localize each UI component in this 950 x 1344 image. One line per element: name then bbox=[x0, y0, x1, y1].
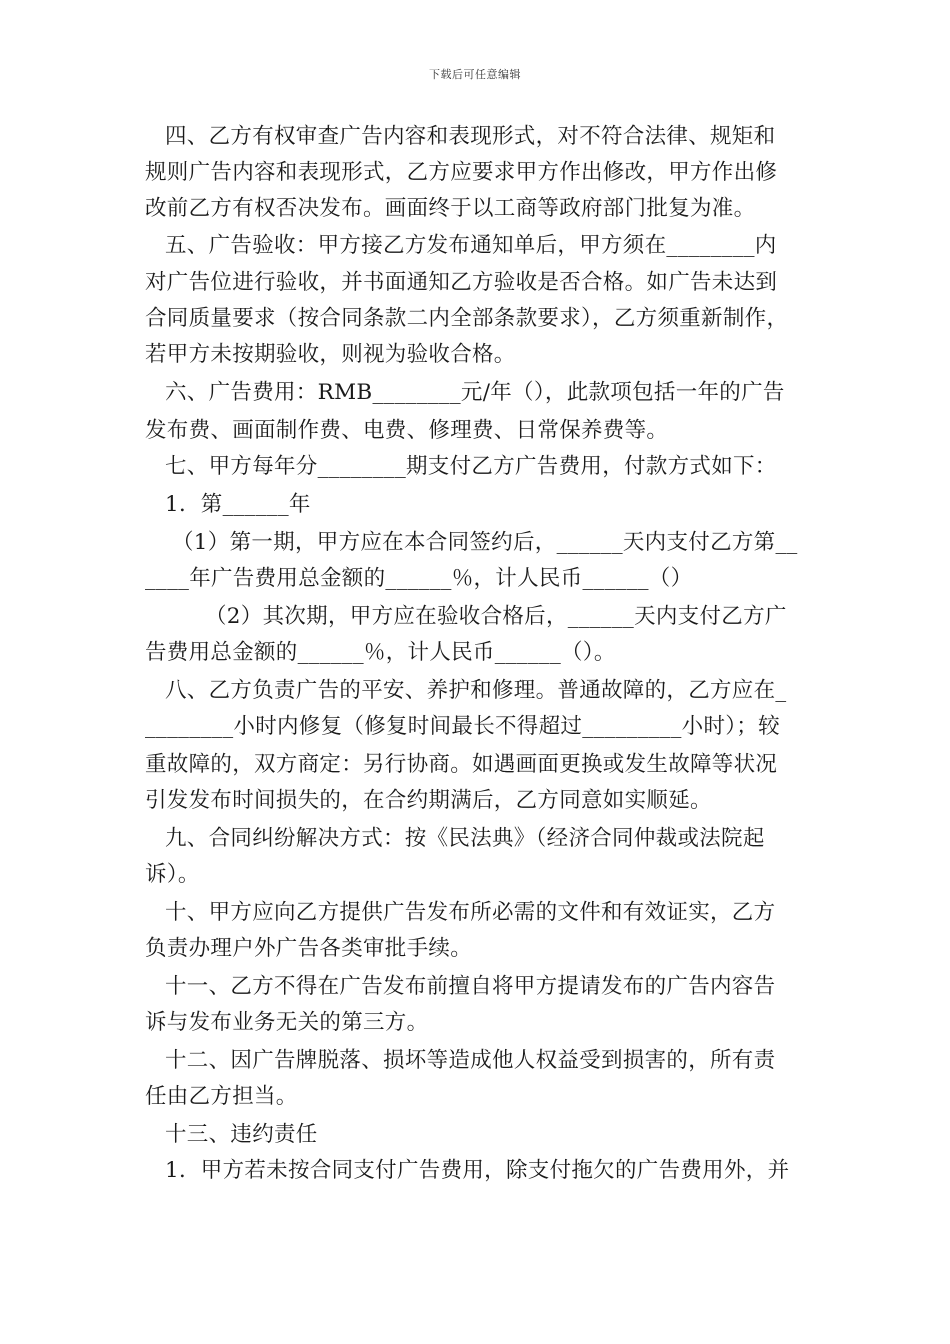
text-line: 任由乙方担当。 bbox=[145, 1084, 298, 1109]
text-line: 若甲方未按期验收，则视为验收合格。 bbox=[145, 342, 516, 367]
text-line: 改前乙方有权否决发布。画面终于以工商等政府部门批复为准。 bbox=[145, 196, 756, 221]
text-line: 合同质量要求（按合同条款二内全部条款要求），乙方须重新制作， bbox=[145, 306, 789, 331]
text-line: 重故障的，双方商定：另行协商。如遇画面更换或发生故障等状况 bbox=[145, 752, 778, 777]
text-line: 八、乙方负责广告的平安、养护和修理。普通故障的，乙方应在_ bbox=[165, 678, 787, 703]
text-line: 引发发布时间损失的，在合约期满后，乙方同意如实顺延。 bbox=[145, 788, 712, 813]
text-line: 十一、乙方不得在广告发布前擅自将甲方提请发布的广告内容告 bbox=[165, 974, 776, 999]
text-line: 六、广告费用：RMB________元/年（），此款项包括一年的广告 bbox=[165, 380, 785, 405]
text-line: 发布费、画面制作费、电费、修理费、日常保养费等。 bbox=[145, 418, 669, 443]
text-line: 1．甲方若未按合同支付广告费用，除支付拖欠的广告费用外，并 bbox=[165, 1158, 790, 1183]
text-line: 十三、违约责任 bbox=[165, 1122, 318, 1147]
text-line: （1）第一期，甲方应在本合同签约后，______天内支付乙方第__ bbox=[172, 530, 798, 555]
text-line: 负责办理户外广告各类审批手续。 bbox=[145, 936, 473, 961]
text-line: 诉）。 bbox=[145, 862, 200, 887]
text-line: 四、乙方有权审查广告内容和表现形式，对不符合法律、规矩和 bbox=[165, 124, 776, 149]
text-line: 五、广告验收：甲方接乙方发布通知单后，甲方须在________内 bbox=[165, 233, 777, 258]
text-line: 十二、因广告牌脱落、损坏等造成他人权益受到损害的，所有责 bbox=[165, 1048, 776, 1073]
text-line: 九、合同纠纷解决方式：按《民法典》（经济合同仲裁或法院起 bbox=[165, 826, 765, 851]
text-line: 十、甲方应向乙方提供广告发布所必需的文件和有效证实，乙方 bbox=[165, 900, 776, 925]
text-line: 诉与发布业务无关的第三方。 bbox=[145, 1010, 429, 1035]
text-line: 对广告位进行验收，并书面通知乙方验收是否合格。如广告未达到 bbox=[145, 270, 778, 295]
text-line: ____年广告费用总金额的______％，计人民币______（） bbox=[145, 566, 693, 591]
text-line: 1．第______年 bbox=[165, 492, 311, 517]
text-line: 告费用总金额的______％，计人民币______（）。 bbox=[145, 640, 616, 665]
text-line: 七、甲方每年分________期支付乙方广告费用，付款方式如下： bbox=[165, 454, 777, 479]
text-line: 规则广告内容和表现形式，乙方应要求甲方作出修改，甲方作出修 bbox=[145, 160, 778, 185]
page-header: 下载后可任意编辑 bbox=[429, 68, 521, 81]
text-line: （2）其次期，甲方应在验收合格后，______天内支付乙方广 bbox=[205, 604, 787, 629]
text-line: ________小时内修复（修复时间最长不得超过_________小时）；较 bbox=[145, 714, 780, 739]
